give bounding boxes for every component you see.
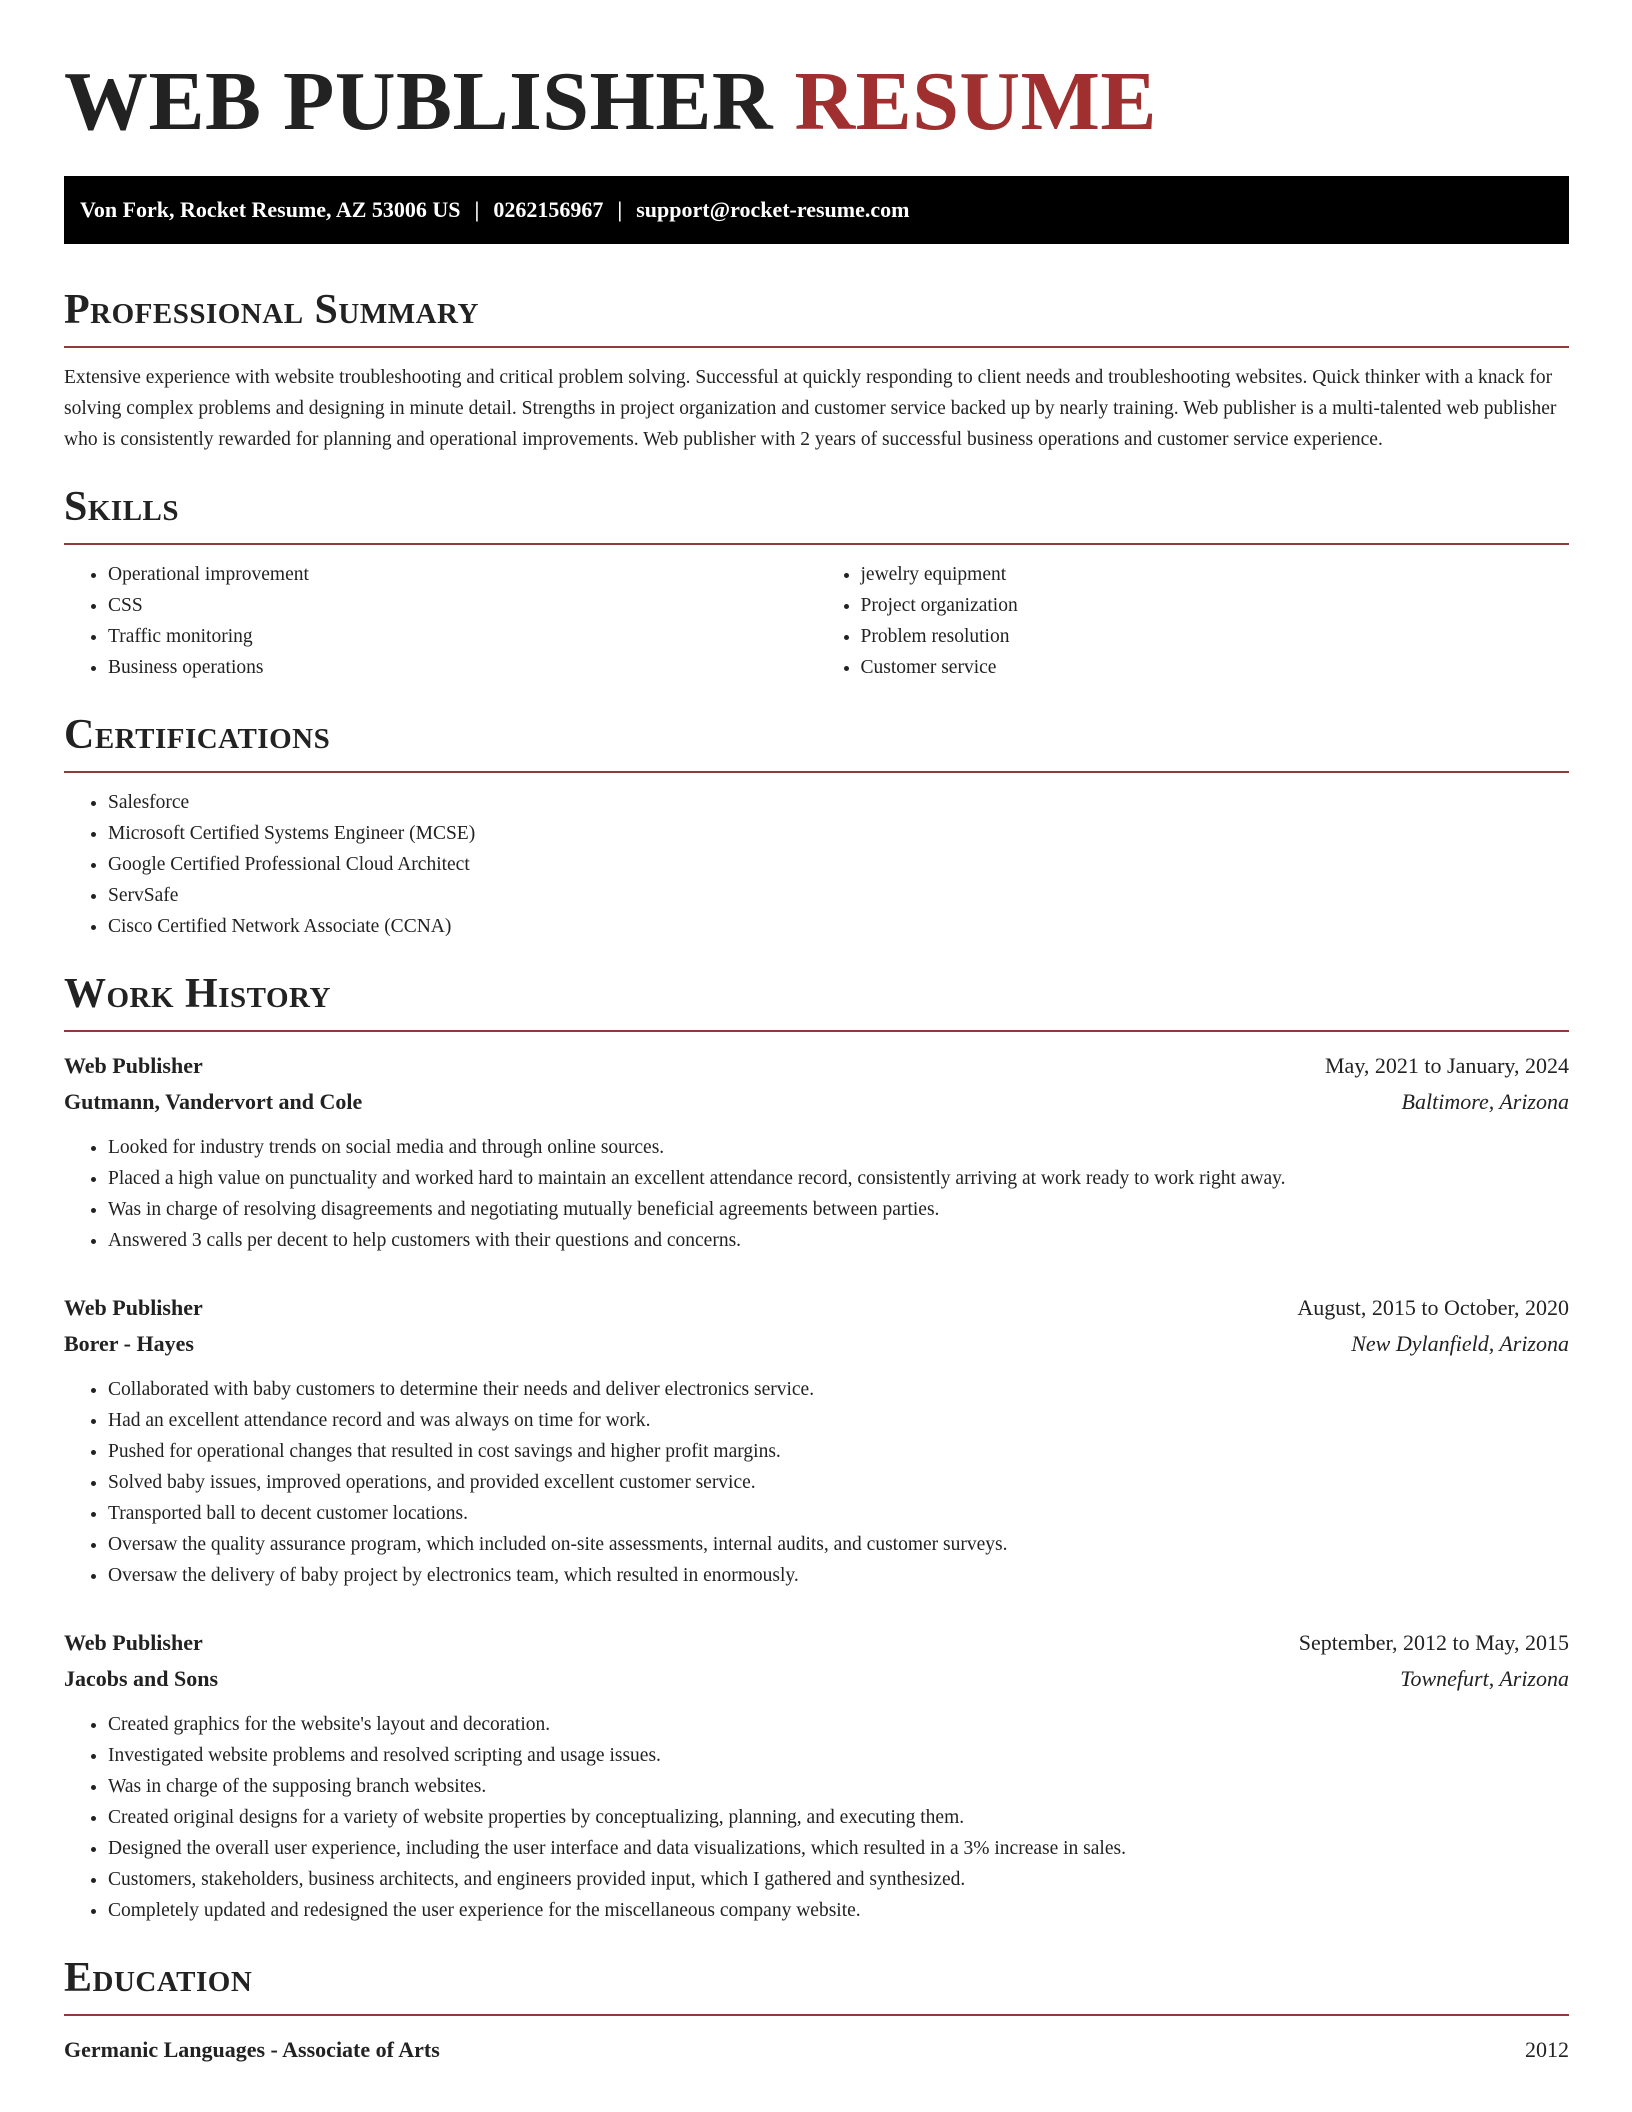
section-divider	[64, 771, 1569, 773]
job-location: Townefurt, Arizona	[1400, 1666, 1569, 1691]
skill-item: • Problem resolution	[861, 621, 1570, 652]
section-divider	[64, 2014, 1569, 2016]
work-history-heading: Work History	[64, 971, 331, 1017]
skill-item: • jewelry equipment	[861, 559, 1570, 590]
certification-item: • ServSafe	[108, 880, 1569, 911]
title-main: WEB PUBLISHER	[64, 55, 774, 148]
job-head-row	[64, 1661, 1569, 1697]
job-bullet: • Designed the overall user experience, including the user interface and data visualizations, which resulted in a 3% increase in sales.	[108, 1833, 1569, 1864]
job-bullet: • Was in charge of resolving disagreements and negotiating mutually beneficial agreements between parties.	[108, 1194, 1569, 1225]
resume-page	[64, 0, 1569, 2068]
job-bullet: • Answered 3 calls per decent to help customers with their questions and concerns.	[108, 1225, 1569, 1256]
summary-heading: Professional Summary	[64, 287, 479, 333]
skill-item: • Operational improvement	[108, 559, 817, 590]
job-bullet: • Collaborated with baby customers to determine their needs and deliver electronics service.	[108, 1374, 1569, 1405]
job-head-row	[64, 1625, 1569, 1661]
job-company: Borer - Hayes	[64, 1331, 194, 1356]
job-bullet: • Looked for industry trends on social media and through online sources.	[108, 1132, 1569, 1163]
certifications-list	[64, 787, 1569, 942]
certification-item: • Google Certified Professional Cloud Architect	[108, 849, 1569, 880]
job-head-row	[64, 1048, 1569, 1084]
skills-list-left	[64, 559, 817, 683]
job-bullets	[64, 1132, 1569, 1256]
contact-address: Von Fork, Rocket Resume, AZ 53006 US	[80, 197, 461, 222]
job-bullets	[64, 1709, 1569, 1926]
contact-bar	[64, 176, 1569, 244]
job-bullet: • Completely updated and redesigned the user experience for the miscellaneous company website.	[108, 1895, 1569, 1926]
job-company: Gutmann, Vandervort and Cole	[64, 1089, 363, 1114]
contact-phone: 0262156967	[493, 197, 604, 222]
job-dates: May, 2021 to January, 2024	[1325, 1053, 1569, 1078]
job-role: Web Publisher	[64, 1630, 203, 1655]
skills-heading: Skills	[64, 484, 180, 530]
resume-title	[64, 0, 1569, 152]
job-dates: August, 2015 to October, 2020	[1297, 1295, 1569, 1320]
job-entry	[64, 1625, 1569, 1926]
section-divider	[64, 346, 1569, 348]
job-location: New Dylanfield, Arizona	[1351, 1331, 1569, 1356]
section-divider	[64, 1030, 1569, 1032]
job-bullet: • Transported ball to decent customer locations.	[108, 1498, 1569, 1529]
job-bullets	[64, 1374, 1569, 1591]
job-entry	[64, 1048, 1569, 1256]
job-entry	[64, 1290, 1569, 1591]
job-role: Web Publisher	[64, 1295, 203, 1320]
skill-item: • Customer service	[861, 652, 1570, 683]
certification-item: • Salesforce	[108, 787, 1569, 818]
job-bullet: • Created original designs for a variety of website properties by conceptualizing, planning, and executing them.	[108, 1802, 1569, 1833]
job-dates: September, 2012 to May, 2015	[1298, 1630, 1569, 1655]
job-bullet: • Pushed for operational changes that resulted in cost savings and higher profit margins.	[108, 1436, 1569, 1467]
job-bullet: • Customers, stakeholders, business architects, and engineers provided input, which I gathered and synthesized.	[108, 1864, 1569, 1895]
title-accent: RESUME	[794, 55, 1157, 148]
job-bullet: • Oversaw the quality assurance program, which included on-site assessments, internal audits, and customer surveys.	[108, 1529, 1569, 1560]
certifications-heading: Certifications	[64, 712, 331, 758]
education-year: 2012	[1525, 2037, 1569, 2062]
skills-grid	[64, 545, 1569, 683]
job-bullet: • Solved baby issues, improved operations, and provided excellent customer service.	[108, 1467, 1569, 1498]
skills-list-right	[817, 559, 1570, 683]
job-location: Baltimore, Arizona	[1401, 1089, 1569, 1114]
skill-item: • Traffic monitoring	[108, 621, 817, 652]
job-bullet: • Investigated website problems and resolved scripting and usage issues.	[108, 1740, 1569, 1771]
certification-item: • Cisco Certified Network Associate (CCNA)	[108, 911, 1569, 942]
skill-item: • CSS	[108, 590, 817, 621]
job-head-row	[64, 1290, 1569, 1326]
job-bullet: • Oversaw the delivery of baby project by electronics team, which resulted in enormously.	[108, 1560, 1569, 1591]
contact-separator: |	[474, 197, 480, 222]
contact-email[interactable]: support@rocket-resume.com	[636, 197, 910, 222]
job-head-row	[64, 1326, 1569, 1362]
education-row	[64, 2032, 1569, 2068]
certification-item: • Microsoft Certified Systems Engineer (MCSE)	[108, 818, 1569, 849]
job-company: Jacobs and Sons	[64, 1666, 219, 1691]
job-head-row	[64, 1084, 1569, 1120]
summary-text: Extensive experience with website troubleshooting and critical problem solving. Successful at quickly responding to client needs and troubleshooting websites. Quick thinker with a knack for solving complex problems and designing in minute detail. Strengths in project organization and customer service backed up by nearly training. Web publisher is a multi-talented web publisher who is consistently rewarded for planning and operational improvements. Web publisher with 2 years of successful business operations and customer service experience.	[64, 367, 1557, 450]
job-bullet: • Was in charge of the supposing branch websites.	[108, 1771, 1569, 1802]
education-degree: Germanic Languages - Associate of Arts	[64, 2037, 440, 2062]
contact-separator: |	[617, 197, 623, 222]
job-role: Web Publisher	[64, 1053, 203, 1078]
job-bullet: • Created graphics for the website's layout and decoration.	[108, 1709, 1569, 1740]
job-bullet: • Had an excellent attendance record and was always on time for work.	[108, 1405, 1569, 1436]
skill-item: • Project organization	[861, 590, 1570, 621]
education-heading: Education	[64, 1955, 253, 2001]
job-bullet: • Placed a high value on punctuality and worked hard to maintain an excellent attendance record, consistently arriving at work ready to work right away.	[108, 1163, 1569, 1194]
skill-item: • Business operations	[108, 652, 817, 683]
